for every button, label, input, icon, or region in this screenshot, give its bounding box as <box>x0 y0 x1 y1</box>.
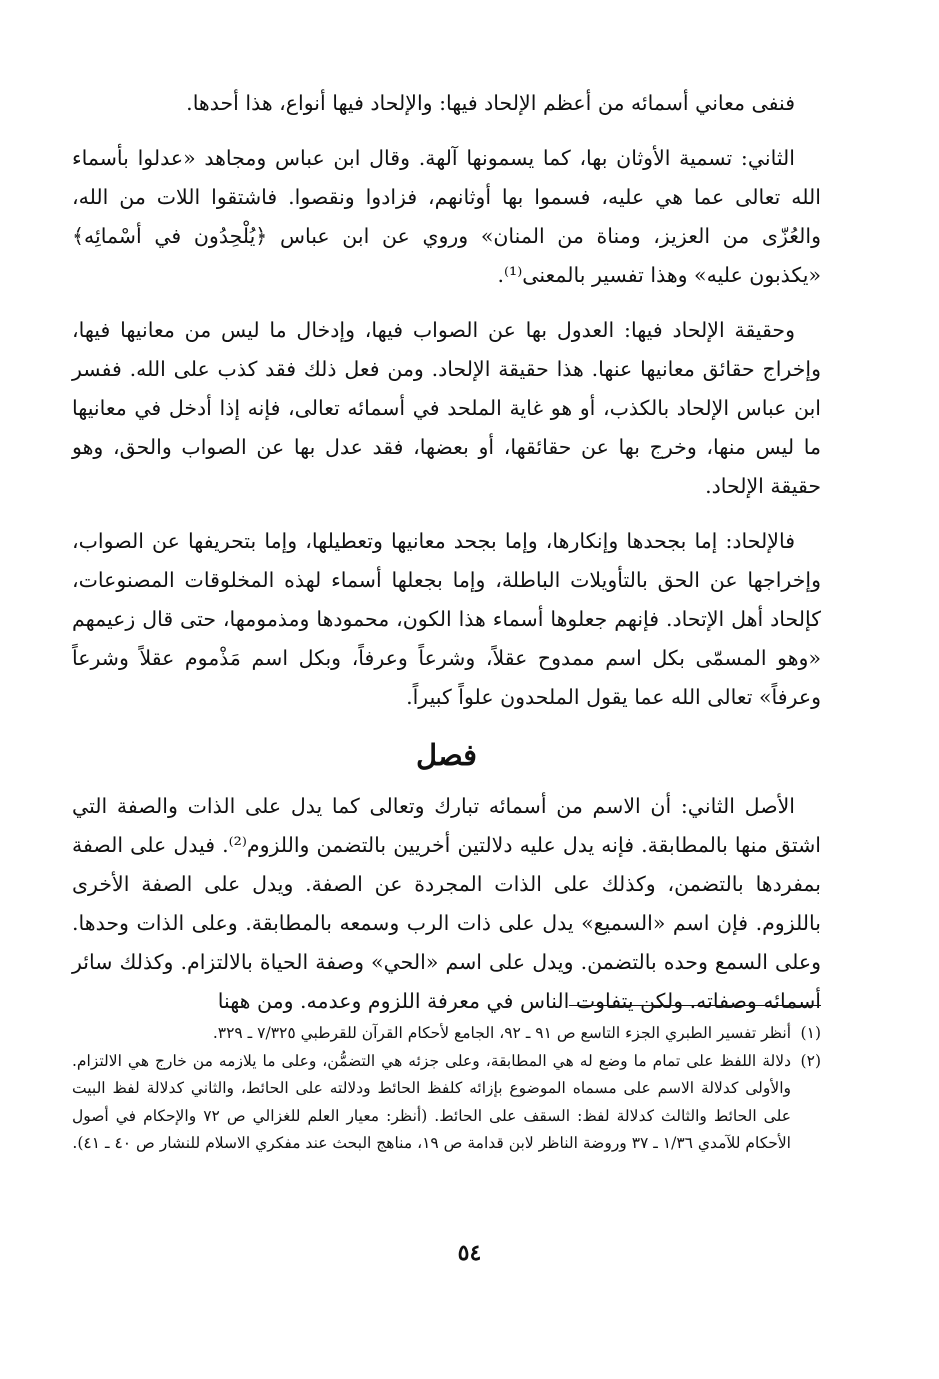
section-paragraph <box>72 787 821 1021</box>
paragraph-4 <box>72 522 821 717</box>
paragraph-1 <box>72 84 821 123</box>
paragraph-3-text: وحقيقة الإلحاد فيها: العدول بها عن الصواب فيها، وإدخال ما ليس من معانيها فيها، وإخراج حقائق معانيها عنها. هذا حقيقة الإلحاد. ومن فعل ذلك فقد كذب على الله. ففسر ابن عباس الإلحاد بالكذب، أو هو غاية الملحد في أسمائه تعالى، فإنه إذا أدخل في معانيها ما ليس منها، وخرج بها عن حقائقها، أو بعضها، فقد عدل بها عن الصواب والحق، وهو حقيقة الإلحاد. <box>72 318 821 498</box>
footnote-2 <box>72 1048 821 1158</box>
footnote-1-number: (١) <box>800 1024 821 1042</box>
paragraph-2 <box>72 139 821 295</box>
footnote-2-text: دلالة اللفظ على تمام ما وضع له هي المطابقة، وعلى جزئه هي التضمُّن، وعلى ما يلازمه من خارج هي الالتزام. والأولى كدلالة الاسم على مسماه الموضوع بإزائه كلفظ الحائط ودلالته على الحائط، والثاني كدلالة لفظ البيت على الحائط والثالث كدلالة لفظ: السقف على الحائط. (أنظر: معيار العلم للغزالي ص ٧٢ والإحكام في أصول الأحكام للآمدي ١/٣٦ ـ ٣٧ وروضة الناظر لابن قدامة ص ١٩، مناهج البحث عند مفكري الاسلام للنشار ص ٤٠ ـ ٤١). <box>72 1051 791 1152</box>
footnote-divider <box>569 1005 821 1006</box>
paragraph-2-text: الثاني: تسمية الأوثان بها، كما يسمونها آلهة. وقال ابن عباس ومجاهد «عدلوا بأسماء الله تعالى عما هي عليه، فسموا بها أوثانهم، فزادوا ونقصوا. فاشتقوا اللات من الله، والعُزّى من العزيز، ومناة من المنان» وروي عن ابن عباس ﴿يُلْحِدُون في أسْمائِه﴾ «يكذبون عليه» وهذا تفسير بالمعنى⁽¹⁾. <box>72 146 821 287</box>
footnote-2-number: (٢) <box>800 1051 821 1070</box>
section-paragraph-text: الأصل الثاني: أن الاسم من أسمائه تبارك وتعالى كما يدل على الذات والصفة التي اشتق منها بالمطابقة. فإنه يدل عليه دلالتين أخريين بالتضمن واللزوم⁽²⁾. فيدل على الصفة بمفردها بالتضمن، وكذلك على الذات المجردة عن الصفة. ويدل على الصفة الأخرى باللزوم. فإن اسم «السميع» يدل على ذات الرب وسمعه بالمطابقة. وعلى الذات وحدها. وعلى السمع وحده بالتضمن. ويدل على اسم «الحي» وصفة الحياة بالالتزام. وكذلك سائر أسمائه وصفاته. ولكن يتفاوت الناس في معرفة اللزوم وعدمه. ومن ههنا <box>72 794 821 1013</box>
main-text <box>72 84 821 1037</box>
paragraph-3 <box>72 311 821 506</box>
page-number: ٥٤ <box>457 1240 482 1266</box>
section-heading: فصل <box>416 738 477 772</box>
paragraph-1-text: فنفى معاني أسمائه من أعظم الإلحاد فيها: والإلحاد فيها أنواع، هذا أحدها. <box>186 91 795 115</box>
paragraph-4-text: فالإلحاد: إما بجحدها وإنكارها، وإما بجحد معانيها وتعطيلها، وإما بتحريفها عن الصواب، وإخراجها عن الحق بالتأويلات الباطلة، وإما بجعلها أسماء لهذه المخلوقات المصنوعات، كإلحاد أهل الإتحاد. فإنهم جعلوها أسماء هذا الكون، محمودها ومذمومها، حتى قال زعيمهم «وهو المسمّى بكل اسم ممدوح عقلاً، وشرعاً وعرفاً، وبكل اسم مَذْموم عقلاً وشرعاً وعرفاً» تعالى الله عما يقول الملحدون علواً كبيراً. <box>72 529 821 709</box>
footnote-1-text: أنظر تفسير الطبري الجزء التاسع ص ٩١ ـ ٩٢، الجامع لأحكام القرآن للقرطبي ٧/٣٢٥ ـ ٣٢٩. <box>212 1024 791 1042</box>
footnotes <box>72 1020 821 1158</box>
footnote-1 <box>72 1020 821 1048</box>
